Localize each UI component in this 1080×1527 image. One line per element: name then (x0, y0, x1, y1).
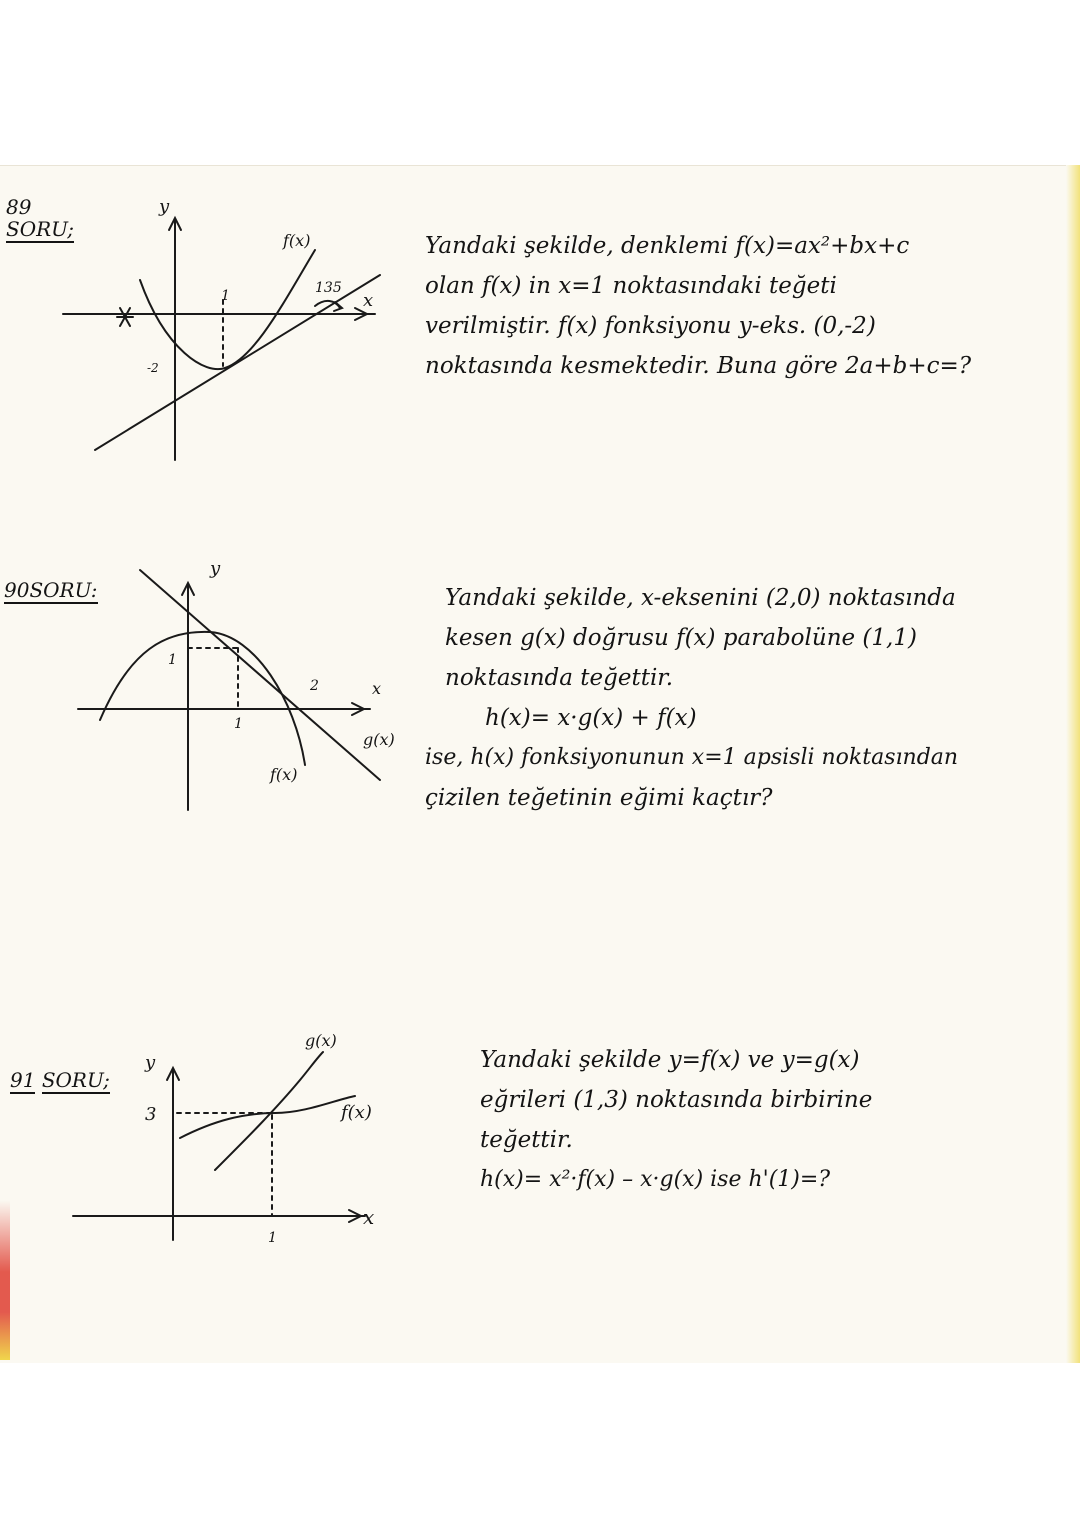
star-mark (117, 308, 133, 326)
question-89-number: 89 SORU; (6, 195, 75, 241)
graph-89-tick-x1: 1 (221, 288, 230, 304)
question-91-text: Yandaki şekilde y=f(x) ve y=g(x) eğrileri (1,3) noktasında birbirine teğettir. h(x)= x²·f(x) – x·g(x) ise h'(1)=? (480, 1047, 873, 1192)
curve-g (215, 1052, 323, 1170)
graph-90-label-f: f(x) (270, 765, 298, 784)
graph-91-tick-x1: 1 (268, 1230, 277, 1246)
graph-90-tick-x2: 2 (310, 678, 319, 694)
question-90-text: Yandaki şekilde, x-eksenini (2,0) noktasında kesen g(x) doğrusu f(x) parabolüne (1,1) noktasında teğettir. h(x)= x·g(x) + f(x) ise, h(x) fonksiyonunun x=1 apsisli noktasından çizilen teğetinin eğimi kaçtır? (425, 585, 959, 811)
graph-91-y-label: y (145, 1052, 156, 1073)
graph-89-tick-y: -2 (147, 361, 159, 375)
graph-89-y-label: y (159, 196, 170, 217)
graph-90-tick-x1: 1 (234, 716, 243, 732)
page-edge-decoration-left (0, 1200, 10, 1360)
graph-89-angle-label: 135 (315, 280, 342, 296)
question-91-number: 91 SORU; (10, 1068, 110, 1092)
graph-90-tick-y1: 1 (168, 652, 177, 668)
graph-91-tick-y3: 3 (145, 1104, 157, 1125)
parabola-f (100, 632, 305, 765)
graph-89-curve-label: f(x) (283, 231, 311, 250)
graph-91-x-label: x (363, 1205, 375, 1229)
question-89-text: Yandaki şekilde, denklemi f(x)=ax²+bx+c olan f(x) in x=1 noktasındaki teğeti verilmiştir. f(x) fonksiyonu y-eks. (0,-2) noktasında kesmektedir. Buna göre 2a+b+c=? (425, 233, 972, 379)
page-edge-decoration (1066, 165, 1080, 1363)
question-90-graph (70, 550, 415, 820)
tangent-line-g (140, 570, 380, 780)
question-89-graph (55, 190, 400, 470)
top-margin (0, 0, 1080, 165)
bottom-margin (0, 1363, 1080, 1527)
graph-91-label-g: g(x) (305, 1031, 337, 1050)
graph-90-x-label: x (372, 679, 382, 698)
graph-89-x-label: x (363, 290, 374, 311)
question-91-graph (65, 1020, 405, 1250)
graph-90-y-label: y (210, 558, 221, 579)
graph-90-label-g: g(x) (363, 730, 395, 749)
question-90-number: 90SORU: (4, 578, 98, 602)
parabola-f (140, 250, 315, 369)
graph-91-label-f: f(x) (341, 1102, 372, 1123)
tangent-line (95, 275, 380, 450)
